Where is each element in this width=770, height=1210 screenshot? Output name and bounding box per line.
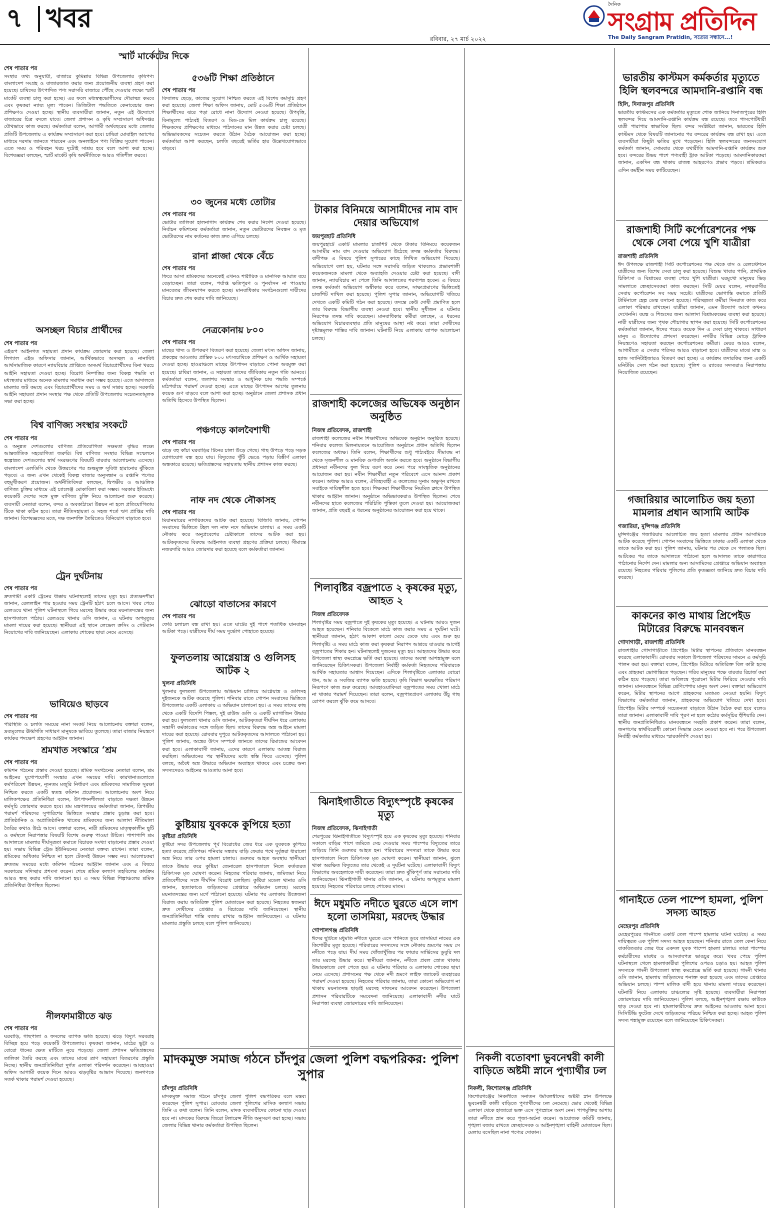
headline-rajshahi-city: রাজশাহী সিটি কর্পোরেশনের পক্ষ থেকে সেবা পেয়ে খুশি যাত্রীরা <box>626 225 756 249</box>
byline-shiksha: শেষ পাতার পর <box>162 88 196 94</box>
byline-kushtia: কুষ্টিয়া প্রতিনিধি <box>162 834 197 840</box>
headline-jhoro: ঝোড়ো বাতাসের কারণে <box>189 600 277 610</box>
body-taka: জয়পুরহাটে একটি মামলার চার্জশিট থেকে টাকার বিনিময়ে কয়েকজন আসামীর নাম বাদ দেওয়ার অভিযোগ উঠেছে তদন্ত কর্মকর্তার বিরুদ্ধে। বাদীপক্ষ এ বিষয়ে পুলিশ সুপারের কাছে লিখিত অভিযোগ দিয়েছে। অভিযোগে বলা হয়, ঘটনার সঙ্গে সরাসরি জড়িত থাকলেও প্রভাবশালী কয়েকজনকে মামলা থেকে অব্যাহতি দেওয়ার চেষ্টা করা হয়েছে। বাদী জানান, ন্যায়বিচার না পেলে তিনি আদালতের শরণাপন্ন হবেন। এ বিষয়ে তদন্ত কর্মকর্তা অভিযোগ অস্বীকার করে বলেন, সাক্ষ্যপ্রমাণের ভিত্তিতেই চার্জশিট দাখিল করা হয়েছে। পুলিশ সুপার জানান, অভিযোগটি খতিয়ে দেখতে একটি কমিটি গঠন করা হয়েছে। তদন্তে কেউ দোষী প্রমাণিত হলে তার বিরুদ্ধে বিভাগীয় ব্যবস্থা নেওয়া হবে। স্থানীয় সুধীজন এ ঘটনার নিরপেক্ষ তদন্ত দাবি করেছেন। মানবাধিকার কর্মীরা বলছেন, এ ধরনের অভিযোগ বিচারব্যবস্থার প্রতি মানুষের আস্থা নষ্ট করে। তারা দোষীদের দৃষ্টান্তমূলক শাস্তির দাবি জানান। ঘটনাটি নিয়ে এলাকায় ব্যাপক আলোচনা চলছে। <box>312 242 460 342</box>
byline-gazaria: গজারিয়া, মুন্সিগঞ্জ প্রতিনিধি <box>618 524 681 530</box>
body-eid: ঈদের ছুটিতে মধুমতি নদীতে ঘুরতে এসে পানিতে ডুবে তাসমিয়া নামের এক কিশোরীর মৃত্যু হয়েছে। পরিবারের সদস্যদের সঙ্গে নৌকায় ভ্রমণের সময় সে নদীতে পড়ে যায়। দীর্ঘ সময় খোঁজাখুঁজির পর ফায়ার সার্ভিসের ডুবুরি দল তার মরদেহ উদ্ধার করে। স্থানীয়রা জানান, নদীতে প্রবল স্রোত থাকায় উদ্ধারকাজে বেগ পেতে হয়। এ ঘটনায় পরিবার ও এলাকায় শোকের ছায়া নেমে এসেছে। প্রশাসনের পক্ষ থেকে নদী ভ্রমণে লাইফ জ্যাকেট ব্যবহারের পরামর্শ দেওয়া হয়েছে। নিহতের পরিবার জানায়, তারা কোনো অভিযোগ না থাকায় ময়নাতদন্ত ছাড়াই মরদেহ দাফনের আবেদন করেছেন। উপজেলা প্রশাসন পরিবারটিকে সমবেদনা জানিয়েছে। এলাকাবাসী নদীর ঘাটে নিরাপত্তা ব্যবস্থা জোরদারের দাবি জানিয়েছেন। <box>312 936 460 1007</box>
byline-rajshahi-city: রাজশাহী প্রতিনিধি <box>618 254 659 260</box>
body-madok: মাদকমুক্ত সমাজ গঠনে চাঁদপুর জেলা পুলিশ বদ্ধপরিকর বলে মন্তব্য করেছেন পুলিশ সুপার। রোববার জেলা পুলিশের মাসিক কল্যাণ সভায় তিনি এ কথা বলেন। তিনি বলেন, মাদক ব্যবসায়ীদের কোনো ছাড় দেওয়া হবে না। মাদকের বিরুদ্ধে জিরো টলারেন্স নীতি অনুসরণ করা হচ্ছে। সভায় জেলার বিভিন্ন থানার কর্মকর্তারা উপস্থিত ছিলেন। <box>162 1094 306 1129</box>
body-shiksha: বিদ্যালয় ছেড়ে, কাজের সুযোগ নিশ্চিত করতে এই বিশেষ কর্মসূচি গ্রহণ করা হয়েছে। জেলা শিক্ষা অফিস জানায়, মোট ৫৩৬টি শিক্ষা প্রতিষ্ঠানে শিক্ষার্থীদের ঝরে পড়া রোধে নানা উদ্যোগ নেওয়া হয়েছে। উপবৃত্তি, বিনামূল্যে পাঠ্যবই বিতরণ ও মিড-ডে মিল কার্যক্রম চালু রয়েছে। শিক্ষকদের প্রশিক্ষণের মাধ্যমে পাঠদানের মান উন্নত করার চেষ্টা চলছে। অভিভাবকদের সচেতন করতে উঠান বৈঠক আয়োজন করা হচ্ছে। কর্মকর্তারা আশা করছেন, চলতি বছরেই ভর্তির হার উল্লেখযোগ্যভাবে বাড়বে। <box>162 96 306 153</box>
logo-tagline: দৈনিক <box>608 2 621 8</box>
body-kushtia: কুষ্টিয়া সদর উপজেলায় পূর্ব বিরোধের জের ধরে এক যুবককে কুপিয়ে হত্যা করেছে প্রতিপক্ষ। শনিবার সন্ধ্যায় বাড়ি ফেরার পথে দুর্বৃত্তরা ধারালো অস্ত্র নিয়ে তার ওপর হামলা চালায়। গুরুতর আহত অবস্থায় স্থানীয়রা তাকে উদ্ধার করে কুষ্টিয়া জেনারেল হাসপাতালে নিলে কর্তব্যরত চিকিৎসক মৃত ঘোষণা করেন। নিহতের পরিবার জানায়, জমিজমা নিয়ে প্রতিবেশীদের সঙ্গে দীর্ঘদিন বিরোধ চলছিল। কুষ্টিয়া মডেল থানার ওসি জানান, হত্যাকাণ্ডে জড়িতদের গ্রেপ্তারে অভিযান চলছে। মরদেহ ময়নাতদন্তের জন্য মর্গে পাঠানো হয়েছে। ঘটনার পর এলাকায় উত্তেজনা বিরাজ করায় অতিরিক্ত পুলিশ মোতায়েন করা হয়েছে। নিহতের স্বজনরা দ্রুত দোষীদের গ্রেপ্তার ও বিচারের দাবি জানিয়েছেন। স্থানীয় জনপ্রতিনিধিরা শান্তি বজায় রাখার আহ্বান জানিয়েছেন। এ ঘটনায় মামলার প্রস্তুতি চলছে বলে পুলিশ জানিয়েছে। <box>162 842 306 928</box>
body-nilphamari: ঘরবাড়ি, গাছপালা ও ফসলের ব্যাপক ক্ষতি হয়েছে। ঝড়ে বিদ্যুৎ সরবরাহ বিচ্ছিন্ন হয়ে পড়ে কয়েকটি উপজেলায়। কৃষকরা জানান, মাঠের ভুট্টা ও বোরো ধানের ক্ষেত মাটিতে নুয়ে পড়েছে। জেলা প্রশাসন ক্ষতিগ্রস্তদের তালিকা তৈরি করছে এবং তাদের মাঝে ত্রাণ সহায়তা বিতরণের প্রস্তুতি নিচ্ছে। স্থানীয় জনপ্রতিনিধিরা দুর্গত এলাকা পরিদর্শন করেছেন। আবহাওয়া অফিস আগামী কয়েক দিনে আরও ঝড়বৃষ্টির আভাস দিয়েছে। জনগণকে সতর্ক থাকার পরামর্শ দেওয়া হয়েছে। <box>4 1034 154 1084</box>
headline-nilphamari: নীলফামারীতে ঝড় <box>46 1012 112 1022</box>
byline-train: শেষ পাতার পর <box>4 586 38 592</box>
body-rana: ফিরে আসা শ্রমিকদের অনেকেই এখনও শারীরিক ও মানসিক আঘাত বয়ে বেড়াচ্ছেন। তারা বলেন, পর্যাপ্ত ক্ষতিপূরণ ও পুনর্বাসন না পাওয়ায় মানবেতর জীবনযাপন করতে হচ্ছে। মানবাধিকার সংগঠনগুলো দায়ীদের বিচার দ্রুত শেষ করার দাবি জানিয়েছে। <box>162 274 306 302</box>
masthead-logo <box>576 2 764 42</box>
section-rule <box>160 1048 462 1049</box>
headline-shiksha: ৫৩৬টি শিক্ষা প্রতিষ্ঠানে <box>191 74 275 84</box>
body-bhabiye: পরিস্থিতি ও চলতি সময়ের নানা সংকট নিয়ে আলোচনায় বক্তারা বলেন, দ্রব্যমূল্যের ঊর্ধ্বগতি সাধারণ মানুষকে ভাবিয়ে তুলেছে। তারা বাজার নিয়ন্ত্রণে কার্যকর পদক্ষেপ গ্রহণের আহ্বান জানান। <box>4 722 154 743</box>
section-rule <box>616 220 768 221</box>
byline-smart: শেষ পাতার পর <box>4 66 38 72</box>
body-rajshahi-college: রাজশাহী কলেজের নবীন শিক্ষার্থীদের অভিষেক অনুষ্ঠান অনুষ্ঠিত হয়েছে। শনিবার কলেজ মিলনায়তনে আয়োজিত অনুষ্ঠানে প্রধান অতিথি ছিলেন কলেজের অধ্যক্ষ। তিনি বলেন, শিক্ষার্থীদের শুধু পাঠ্যবইয়ে সীমাবদ্ধ না থেকে সৃজনশীল ও মানবিক গুণাবলি অর্জন করতে হবে। অনুষ্ঠানে বিভাগীয় প্রধানরা নবীনদের ফুল দিয়ে বরণ করে নেন। পরে সাংস্কৃতিক অনুষ্ঠানের আয়োজন করা হয়। নবীন শিক্ষার্থীরা নতুন পরিবেশে এসে আনন্দ প্রকাশ করেন। অধ্যক্ষ আরও বলেন, ঐতিহ্যবাহী এ কলেজের সুনাম অক্ষুণ্ন রাখতে সবাইকে দায়িত্বশীল হতে হবে। শিক্ষকরা শিক্ষার্থীদের নিয়মিত ক্লাসে উপস্থিত থাকার আহ্বান জানান। অনুষ্ঠানে অভিভাবকরাও উপস্থিত ছিলেন। শেষে নবীনদের হাতে কলেজের পরিচিতি পুস্তিকা তুলে দেওয়া হয়। আয়োজকরা জানান, প্রতি বছরই এ ধরনের অনুষ্ঠানের আয়োজন করা হয়ে থাকে। <box>312 436 460 515</box>
headline-ganatantri: গানাইতে তেল পাম্পে হামলা, পুলিশ সদস্য আহত <box>619 895 763 919</box>
headline-train: ট্রেন দুর্ঘটনায় <box>55 572 103 582</box>
section-rule <box>616 606 768 607</box>
section-rule <box>310 200 462 201</box>
headline-madok: মাদকমুক্ত সমাজ গঠনে চাঁদপুর জেলা পুলিশ বদ্ধপরিকর: পুলিশ সুপার <box>163 1052 459 1081</box>
body-madok-cont <box>312 1094 460 1204</box>
byline-kakon: গোদাগাড়ী, রাজশাহী প্রতিনিধি <box>618 640 685 646</box>
body-june: ভোটার তালিকা হালনাগাদ কার্যক্রম শেষ করার নির্দেশ দেওয়া হয়েছে। নির্বাচন কমিশনের কর্মকর্তারা জানান, নতুন ভোটারদের নিবন্ধন ও মৃত ভোটারদের নাম কর্তনের কাজ দ্রুত এগিয়ে চলছে। <box>162 220 306 241</box>
headline-panchagarh: পঞ্চগড়ে কালবৈশাখী <box>196 426 270 436</box>
byline-nilphamari: শেষ পাতার পর <box>4 1026 38 1032</box>
page-number: ৭ <box>6 4 23 34</box>
body-bichar: এইরূপ আইনগত সহায়তা প্রদান কার্যক্রম জোরদার করা হয়েছে। জেলা লিগ্যাল এইড অফিসার জানান, আর্থিকভাবে অসচ্ছল ও নানাবিধ আর্থসামাজিক কারণে ন্যায়বিচার প্রাপ্তিতে অসমর্থ বিচারপ্রার্থীদের বিনা খরচে আইনি সহায়তা দেওয়া হচ্ছে। বিরোধ নিষ্পত্তির জন্য বিকল্প পদ্ধতি বা মধ্যস্থতার মাধ্যমে অনেক মামলার সমাধান করা সম্ভব হয়েছে। এতে আদালতে মামলার জট কমছে এবং বিচারপ্রার্থীদের সময় ও অর্থ সাশ্রয় হচ্ছে। সরকারি আইনি সহায়তা প্রদান সংস্থার পক্ষ থেকে প্রতিটি উপজেলায় সচেতনতামূলক সভা করা হচ্ছে। <box>4 349 154 406</box>
column-rule <box>464 48 465 1208</box>
headline-june: ৩০ জুনের মধ্যে তোটার <box>190 198 276 208</box>
byline-netrakona: শেষ পাতার পর <box>162 340 196 346</box>
byline-banijya: শেষ পাতার পর <box>4 436 38 442</box>
byline-taka: জয়পুরহাট প্রতিনিধি <box>312 234 356 240</box>
section-rule <box>310 792 462 793</box>
byline-nauka: শেষ পাতার পর <box>162 510 196 516</box>
byline-jhinaigati: নিজস্ব প্রতিবেদক, ঝিনাইগাতী <box>312 826 378 832</box>
section-rule <box>466 1046 614 1047</box>
logo-subtitle: The Daily Sangram Pratidin, সত্যের সন্ধানে...! <box>608 35 733 42</box>
byline-rajshahi-college: নিজস্ব প্রতিবেদক, রাজশাহী <box>312 428 372 434</box>
byline-shilabrishti: নিজস্ব প্রতিবেদক <box>312 612 349 618</box>
byline-rana: শেষ পাতার পর <box>162 266 196 272</box>
body-panchagarh: ঝড়ে বহু কাঁচা ঘরবাড়ির টিনের চালা উড়ে গেছে। গাছ উপড়ে পড়ে সড়ক যোগাযোগ বন্ধ হয়ে যায়। বিদ্যুতের খুঁটি ভেঙে পড়ায় বিস্তীর্ণ এলাকা অন্ধকারে রয়েছে। ক্ষতিগ্রস্তদের সহায়তায় স্থানীয় প্রশাসন কাজ করছে। <box>162 448 306 469</box>
headline-netrakona: নেত্রকোনায় ৮০০ <box>201 326 265 336</box>
column-rule <box>308 48 309 1208</box>
body-gazaria: মুন্সিগঞ্জের গজারিয়ার আলোচিত জয় হত্যা মামলার প্রধান আসামিকে আটক করেছে পুলিশ। গোপন সংবাদের ভিত্তিতে ঢাকার একটি এলাকা থেকে তাকে আটক করা হয়। পুলিশ জানায়, ঘটনার পর থেকে সে পলাতক ছিল। আটকের পর তাকে আদালতে পাঠানো হলে আদালত তাকে কারাগারে পাঠানোর নির্দেশ দেন। মামলার অন্য আসামিদের গ্রেপ্তারে অভিযান অব্যাহত রয়েছে। নিহতের পরিবার পুলিশের প্রতি কৃতজ্ঞতা জানিয়ে দ্রুত বিচার দাবি করেছে। <box>618 532 766 582</box>
headline-kakon: কাকনের কাণ্ড মাথায় প্রিপেইড মিটারের বিরুদ্ধে মানববন্ধন <box>631 611 751 635</box>
body-taka-cont <box>468 52 612 202</box>
headline-shilabrishti: শিলাবৃষ্টির বজ্রপাতে ২ কৃষকের মৃত্যু, আহত ২ <box>314 583 458 607</box>
body-jhoro: ফেরি চলাচল বন্ধ রাখা হয়। এতে ঘাটের দুই পাশে শতাধিক যানবাহন আটকা পড়ে। যাত্রীদের দীর্ঘ সময় দুর্ভোগ পোহাতে হয়েছে। <box>162 622 306 636</box>
headline-nikli: নিকলী বতোবশা ভুবনেশ্বরী কালী বাড়িতে অষ্টমী স্নানে পুণ্যার্থীর ঢল <box>473 1053 607 1077</box>
byline-ganatantri: মেহেরপুর প্রতিনিধি <box>618 924 660 930</box>
byline-bhabiye: শেষ পাতার পর <box>4 714 38 720</box>
byline-june: শেষ পাতার পর <box>162 212 196 218</box>
byline-jhoro: শেষ পাতার পর <box>162 614 196 620</box>
body-rajshahi-city: ঈদ উপলক্ষে রাজশাহী সিটি কর্পোরেশনের পক্ষ থেকে বাস ও রেলস্টেশনে যাত্রীদের জন্য বিশেষ সেবা চালু করা হয়েছে। বিশুদ্ধ খাবার পানি, প্রাথমিক চিকিৎসা ও বিশ্রামের ব্যবস্থা পেয়ে খুশি যাত্রীরা। ঘরমুখো মানুষের ভিড় সামলাতে স্বেচ্ছাসেবকরা কাজ করছেন। সিটি মেয়র বলেন, নগরবাসীর সেবায় কর্পোরেশন সব সময় সচেষ্ট। যাত্রীদের ভোগান্তি কমাতে প্রতিটি টার্মিনালে হেল্প ডেস্ক বসানো হয়েছে। পরিচ্ছন্নতা কর্মীরা দিনরাত কাজ করে এলাকা পরিষ্কার রাখছেন। যাত্রীরা জানান, এমন উদ্যোগ আগে কখনও দেখেননি। বয়স্ক ও শিশুদের জন্য আলাদা বিশ্রামকক্ষের ব্যবস্থা করা হয়েছে। নারী যাত্রীদের জন্য পৃথক শৌচাগার স্থাপন করা হয়েছে। সিটি কর্পোরেশনের কর্মকর্তারা জানান, ঈদের পরেও কয়েক দিন এ সেবা চালু থাকবে। সাধারণ মানুষ এ উদ্যোগের প্রশংসা করেছেন। নগরীর বিভিন্ন মোড়ে ট্রাফিক নিয়ন্ত্রণেও সহায়তা করছেন কর্পোরেশনের কর্মীরা। মেয়র আরও বলেন, আগামীতে এ সেবার পরিসর আরও বাড়ানো হবে। যাত্রীদের মাঝে মাস্ক ও হ্যান্ড স্যানিটাইজারও বিতরণ করা হচ্ছে। এ কার্যক্রম তদারকির জন্য একটি মনিটরিং সেল গঠন করা হয়েছে। পুলিশ ও র‍্যাবের সদস্যরাও নিরাপত্তায় নিয়োজিত রয়েছেন। <box>618 262 766 377</box>
body-nauka: মিয়ানমারের নাগরিকদের আটক করা হয়েছে। বিজিবি জানায়, গোপন সংবাদের ভিত্তিতে টহল দল নাফ নদে অভিযান চালায়। এ সময় একটি নৌকায় করে অনুপ্রবেশের চেষ্টাকালে তাদের আটক করা হয়। আটককৃতদের বিরুদ্ধে আইনগত ব্যবস্থা গ্রহণের প্রক্রিয়া চলছে। সীমান্তে নজরদারি আরও জোরদার করা হয়েছে বলে কর্মকর্তারা জানান। <box>162 518 306 553</box>
body-smart: সংস্থার তথ্য অনুযায়ী, বাজারে কুমিল্লার বিভিন্ন উপজেলার কৃষিপণ্য বাংলাদেশ সংগ্রহ ও বাজারজাত করার জন্য প্রয়োজনীয় ব্যবস্থা গ্রহণ করা হয়েছে। চাষিদের উৎপাদিত পণ্য সরাসরি বাজারে পৌঁছে দেওয়ার লক্ষ্যে স্মার্ট মার্কেট ব্যবস্থা চালু করা হচ্ছে। এর ফলে মধ্যস্বত্বভোগীদের দৌরাত্ম্য কমবে এবং কৃষকরা ন্যায্য মূল্য পাবেন। ডিজিটাল পদ্ধতিতে কেনাবেচার জন্য প্রশিক্ষণও দেওয়া হচ্ছে। স্থানীয় ব্যবসায়ীরা জানান, নতুন এই উদ্যোগে বাজারের চিত্র বদলে যাবে। জেলা প্রশাসন ও কৃষি সম্প্রসারণ অধিদপ্তর যৌথভাবে কাজ করছে। কর্মকর্তারা বলেন, আগামী অর্থবছরের মধ্যে জেলার প্রতিটি উপজেলায় এ কার্যক্রম সম্প্রসারণ করা হবে। চাষিরা মোবাইল অ্যাপের মাধ্যমে দরদাম জানতে পারবেন এবং অনলাইনে পণ্য বিক্রির সুযোগ পাবেন। এতে সময় ও পরিবহন খরচ দুটোই সাশ্রয় হবে বলে আশা করা হচ্ছে। বিশেষজ্ঞরা বলছেন, স্মার্ট মার্কেট কৃষি অর্থনীতিকে আরও গতিশীল করবে। <box>4 74 154 160</box>
body-fultola: খুলনার ফুলতলা উপজেলায় অভিযান চালিয়ে আগ্নেয়াস্ত্র ও গুলিসহ দুইজনকে আটক করেছে পুলিশ। শনিবার রাতে গোপন সংবাদের ভিত্তিতে উপজেলার একটি এলাকায় এ অভিযান চালানো হয়। এ সময় তাদের কাছ থেকে একটি বিদেশি পিস্তল, দুই রাউন্ড গুলি ও একটি ম্যাগাজিন উদ্ধার করা হয়। ফুলতলা থানার ওসি জানান, আটককৃতরা দীর্ঘদিন ধরে এলাকায় সন্ত্রাসী কর্মকাণ্ডের সঙ্গে জড়িত ছিল। তাদের বিরুদ্ধে অস্ত্র আইনে মামলা দায়ের করা হয়েছে। রোববার দুপুরে আটককৃতদের আদালতে পাঠানো হয়। পুলিশ জানায়, অস্ত্রের উৎস সম্পর্কে জানতে তাদের রিমান্ডের আবেদন করা হবে। এলাকাবাসী জানায়, এদের কারণে এলাকায় আতঙ্ক বিরাজ করছিল। অভিযানের পর স্থানীয়দের মধ্যে স্বস্তি ফিরে এসেছে। পুলিশ বলছে, অবৈধ অস্ত্র উদ্ধারে অভিযান অব্যাহত থাকবে এবং চক্রের অন্য সদস্যদেরও আইনের আওতায় আনা হবে। <box>162 689 306 775</box>
body-train: দ্রুতগামী একটি ট্রেনের ধাক্কায় ঘটনাস্থলেই তাদের মৃত্যু হয়। প্রত্যক্ষদর্শীরা জানান, রেললাইন পার হওয়ার সময় ট্রেনটি হঠাৎ চলে আসে। খবর পেয়ে রেলওয়ে থানা পুলিশ ঘটনাস্থলে গিয়ে মরদেহ উদ্ধার করে ময়নাতদন্তের জন্য হাসপাতালে পাঠায়। রেলওয়ে থানার ওসি জানান, এ ঘটনায় অপমৃত্যুর মামলা দায়ের করা হয়েছে। স্থানীয়রা এই স্থানে লেভেল ক্রসিং ও গেটম্যান নিয়োগের দাবি জানিয়েছেন। এলাকায় শোকের ছায়া নেমে এসেছে। <box>4 594 154 637</box>
body-netrakona: মাছের খাদ্য ও উপকরণ বিতরণ করা হয়েছে। জেলা মৎস্য অফিস জানায়, প্রকল্পের আওতায় প্রান্তিক ৮০০ মৎস্যচাষিকে প্রশিক্ষণ ও আর্থিক সহায়তা দেওয়া হচ্ছে। হাওরাঞ্চলে মাছের উৎপাদন বাড়াতে পোনা অবমুক্ত করা হয়েছে। চাষিরা জানান, এ সহায়তা তাদের জীবিকায় নতুন গতি আনবে। কর্মকর্তারা বলেন, জলাশয় সংস্কার ও আধুনিক চাষ পদ্ধতি সম্পর্কে মাঠপর্যায়ে পরামর্শ দেওয়া হচ্ছে। এতে মাছের উৎপাদন আগের তুলনায় কয়েক গুণ বাড়বে বলে আশা করা হচ্ছে। অনুষ্ঠানে জেলা প্রশাসক প্রধান অতিথি হিসেবে উপস্থিত ছিলেন। <box>162 348 306 405</box>
byline-bichar: শেষ পাতার পর <box>4 341 38 347</box>
body-kakon: রাজশাহীর গোদাগাড়ীতে প্রিপেইড মিটার স্থাপনের প্রতিবাদে মানববন্ধন করেছে এলাকাবাসী। রোববার সকালে উপজেলা পরিষদের সামনে এ কর্মসূচি পালন করা হয়। বক্তারা বলেন, প্রিপেইড মিটারে অতিরিক্ত বিল কাটা হচ্ছে এবং গ্রাহকরা ভোগান্তিতে পড়ছেন। গরিব মানুষের পক্ষে বারবার রিচার্জ করা কঠিন হয়ে পড়েছে। তারা অবিলম্বে পুরোনো মিটার ফিরিয়ে দেওয়ার দাবি জানান। মানববন্ধনে বিভিন্ন শ্রেণিপেশার মানুষ অংশ নেন। বক্তারা অভিযোগ করেন, মিটার স্থাপনের আগে গ্রাহকদের মতামত নেওয়া হয়নি। বিদ্যুৎ বিভাগের কর্মকর্তারা জানান, গ্রাহকদের অভিযোগ খতিয়ে দেখা হবে। প্রিপেইড মিটার সম্পর্কে সচেতনতা বাড়াতে উঠান বৈঠক করা হবে বলেও তারা জানান। এলাকাবাসী দাবি পূরণ না হলে কঠোর কর্মসূচির হুঁশিয়ারি দেন। স্থানীয় জনপ্রতিনিধিরাও মানববন্ধনে সংহতি প্রকাশ করেন। তারা বলেন, জনগণের স্বার্থবিরোধী কোনো সিদ্ধান্ত মেনে নেওয়া হবে না। পরে উপজেলা নির্বাহী কর্মকর্তার মাধ্যমে স্মারকলিপি দেওয়া হয়। <box>618 648 766 741</box>
issue-date: রবিবার, ২৭ মার্চ ২০২২ <box>430 36 487 43</box>
byline-panchagarh: শেষ পাতার পর <box>162 440 196 446</box>
logo-name: সংগ্রাম প্রতিদিন <box>608 7 756 37</box>
body-ganatantri: মেহেরপুরের গাংনীতে একটি তেল পাম্পে হামলার ঘটনা ঘটেছে। এ সময় দায়িত্বরত এক পুলিশ সদস্য আহত হয়েছেন। শনিবার রাতে তেল কেনা নিয়ে বাকবিতণ্ডার জের ধরে একদল যুবক পাম্পে হামলা চালায়। তারা পাম্পের কর্মচারীদের মারধর ও আসবাবপত্র ভাঙচুর করে। খবর পেয়ে পুলিশ ঘটনাস্থলে গেলে হামলাকারীরা পুলিশের ওপরও চড়াও হয়। আহত পুলিশ সদস্যকে গাংনী উপজেলা স্বাস্থ্য কমপ্লেক্সে ভর্তি করা হয়েছে। গাংনী থানার ওসি জানান, হামলায় জড়িতদের শনাক্ত করা হয়েছে এবং তাদের গ্রেপ্তারে অভিযান চলছে। পাম্প মালিক বাদী হয়ে থানায় মামলা দায়ের করেছেন। ঘটনাটি নিয়ে এলাকায় চাঞ্চল্যের সৃষ্টি হয়েছে। ব্যবসায়ীরা নিরাপত্তা জোরদারের দাবি জানিয়েছেন। পুলিশ বলছে, আইনশৃঙ্খলা রক্ষায় কাউকে ছাড় দেওয়া হবে না। হামলাকারীদের দ্রুত আইনের আওতায় আনা হবে। সিসিটিভি ফুটেজ দেখে জড়িতদের পরিচয় নিশ্চিত করা হচ্ছে। আহত পুলিশ সদস্য শঙ্কামুক্ত রয়েছেন বলে জানিয়েছেন চিকিৎসকরা। <box>618 932 766 1025</box>
headline-gazaria: গজারিয়ার আলোচিত জয় হত্যা মামলার প্রধান আসামি আটক <box>627 495 755 519</box>
column-rule <box>158 48 159 1208</box>
section-rule <box>616 490 768 491</box>
headline-kushtia: কুষ্টিয়ায় যুবককে কুপিয়ে হত্যা <box>175 820 291 831</box>
section-rule <box>310 1046 462 1047</box>
section-name: খবর <box>46 4 92 34</box>
headline-rana: রানা প্লাজা থেকে বেঁচে <box>192 252 274 262</box>
headline-bharatiya: ভারতীয় কাস্টমস কর্মকর্তার মৃত্যুতে হিলি স্থলবন্দরে আমদানি-রপ্তানি বন্ধ <box>619 73 763 97</box>
byline-shram: শেষ পাতার পর <box>4 760 38 766</box>
body-bharatiya: ভারতীয় কাস্টমসের এক কর্মকর্তার মৃত্যুতে শোক জানিয়ে দিনাজপুরের হিলি স্থলবন্দর দিয়ে আমদানি-রপ্তানি কার্যক্রম বন্ধ রয়েছে। তবে পাসপোর্টধারী যাত্রী পারাপার স্বাভাবিক ছিল। বন্দর সংশ্লিষ্টরা জানান, ভারতের হিলি কাস্টমস থেকে বিষয়টি জানানোর পর বন্দরের কার্যক্রম বন্ধ রাখা হয়। এতে ব্যবসায়ীরা কিছুটা ক্ষতির মুখে পড়েছেন। হিলি স্থলবন্দরের জনসংযোগ কর্মকর্তা জানান, সোমবার থেকে যথারীতি আমদানি-রপ্তানি কার্যক্রম শুরু হবে। বন্দরের উভয় পাশে পণ্যবাহী ট্রাক আটকা পড়েছে। আমদানিকারকরা জানান, একদিন বন্ধ থাকায় রাজস্ব আহরণেও প্রভাব পড়বে। শ্রমিকরাও এদিন কর্মহীন সময় কাটিয়েছেন। <box>618 110 766 174</box>
headline-eid: ঈদে মধুমতি নদীতে ঘুরতে এসে লাশ হলো তাসমিয়া, মরদেহ উদ্ধার <box>314 899 458 923</box>
section-rule <box>310 578 462 579</box>
byline-nikli: নিকলী, কিশোরগঞ্জ প্রতিনিধি <box>468 1086 532 1092</box>
headline-shram: শ্রমখাত সংস্কারে ‘শ্রম <box>41 746 117 756</box>
body-shilabrishti: শিলাবৃষ্টির সময় বজ্রপাতে দুই কৃষকের মৃত্যু হয়েছে। এ ঘটনায় আরও দুজন আহত হয়েছেন। শনিবার বিকেলে মাঠে কাজ করার সময় এ দুর্ঘটনা ঘটে। স্থানীয়রা জানান, হঠাৎ আকাশ কালো মেঘে ঢেকে যায় এবং শুরু হয় শিলাবৃষ্টি। এ সময় মাঠে কাজ করা কৃষকরা নিরাপদ আশ্রয়ে যাওয়ার আগেই বজ্রপাতের শিকার হন। ঘটনাস্থলেই দুজনের মৃত্যু হয়। আহতদের উদ্ধার করে উপজেলা স্বাস্থ্য কমপ্লেক্সে ভর্তি করা হয়েছে। তাদের অবস্থা আশঙ্কামুক্ত বলে জানিয়েছেন চিকিৎসকরা। উপজেলা নির্বাহী কর্মকর্তা নিহতদের পরিবারকে আর্থিক সহায়তার আশ্বাস দিয়েছেন। এদিকে শিলাবৃষ্টিতে এলাকার বোরো ধান, আম ও সবজির ব্যাপক ক্ষতি হয়েছে। কৃষি বিভাগ ক্ষয়ক্ষতির পরিমাণ নিরূপণে কাজ শুরু করেছে। আবহাওয়াবিদরা বজ্রপাতের সময় খোলা মাঠে না থাকার পরামর্শ দিয়েছেন। তারা বলেন, বজ্রপাতপ্রবণ এলাকায় উঁচু গাছ রোপণ করলে ঝুঁকি কমে আসবে। <box>312 620 460 706</box>
headline-smart: স্মার্ট মার্কেটের দিকে <box>118 52 190 62</box>
headline-bichar: অসচ্ছল বিচার প্রার্থীদের <box>35 326 123 336</box>
header-divider <box>38 6 40 32</box>
byline-eid: গোপালগঞ্জ প্রতিনিধি <box>312 928 359 934</box>
headline-taka: টাকার বিনিময়ে আসামীদের নাম বাদ দেয়ার অভিযোগ <box>314 205 458 229</box>
headline-bhabiye: ভাবিয়েও ছাড়বে <box>49 700 109 710</box>
byline-bharatiya: হিলি, দিনাজপুর প্রতিনিধি <box>618 102 675 108</box>
body-banijya: ও অনুন্নত দেশগুলোর বাণিজ্য প্রতিযোগিতা সক্ষমতা বৃদ্ধির লক্ষ্যে আন্তর্জাতিক সহযোগিতা জরুরি। বিশ্ব বাণিজ্য সংস্থার বিভিন্ন সম্মেলনে স্বল্পোন্নত দেশগুলোর স্বার্থ সংরক্ষণের বিষয়টি বারবার আলোচনায় এসেছে। বাংলাদেশ এলডিসি থেকে উত্তরণের পর শুল্কমুক্ত সুবিধা হারানোর ঝুঁকিতে পড়বে। এ জন্য এখন থেকেই বিকল্প বাজার অনুসন্ধান ও রপ্তানি পণ্যের বহুমুখীকরণ প্রয়োজন। অর্থনীতিবিদরা বলছেন, দ্বিপক্ষীয় ও আঞ্চলিক বাণিজ্য চুক্তির মাধ্যমে এই চ্যালেঞ্জ মোকাবিলা করা সম্ভব। সরকার ইতিমধ্যে কয়েকটি দেশের সঙ্গে মুক্ত বাণিজ্য চুক্তি নিয়ে আলোচনা শুরু করেছে। ব্যবসায়ী নেতারা বলেন, বন্দর ও অবকাঠামো উন্নয়ন না হলে প্রতিযোগিতায় টিকে থাকা কঠিন হবে। তারা নীতিসহায়তা ও সহজ শর্তে ঋণ প্রাপ্তির দাবি জানান। বিশেষজ্ঞদের মতে, দক্ষ জনশক্তি তৈরিতেও বিনিয়োগ বাড়াতে হবে। <box>4 444 154 523</box>
body-jhinaigati: শেরপুরের ঝিনাইগাতীতে বিদ্যুৎস্পৃষ্ট হয়ে এক কৃষকের মৃত্যু হয়েছে। শনিবার সকালে বাড়ির পাশে জমিতে সেচ দেওয়ার সময় পাম্পের বিদ্যুতের তারে জড়িয়ে তিনি গুরুতর আহত হন। পরিবারের সদস্যরা তাকে উদ্ধার করে হাসপাতালে নিলে চিকিৎসক মৃত ঘোষণা করেন। স্থানীয়রা জানান, ঝুলে থাকা অরক্ষিত বিদ্যুতের তার থেকেই এ দুর্ঘটনা ঘটেছে। এলাকাবাসী বিদ্যুৎ বিভাগের অবহেলাকে দায়ী করেছেন। তারা দ্রুত ঝুঁকিপূর্ণ তার সরানোর দাবি জানিয়েছেন। ঝিনাইগাতী থানার ওসি জানান, এ ঘটনায় অপমৃত্যুর মামলা হয়েছে। নিহতের পরিবারে চলছে শোকের মাতম। <box>312 834 460 891</box>
body-nikli: কিশোরগঞ্জের নিকলীতে সনাতন ধর্মাবলম্বীদের অষ্টমী স্নান উপলক্ষে ভুবনেশ্বরী কালী বাড়িতে পুণ্যার্থীদের ঢল নেমেছে। ভোর থেকেই বিভিন্ন এলাকা থেকে হাজারো ভক্ত এসে পুণ্যস্নানে অংশ নেন। পাপমুক্তির আশায় তারা নদীতে স্নান করে পূজা-অর্চনা করেন। আয়োজক কমিটি জানায়, শৃঙ্খলা বজায় রাখতে স্বেচ্ছাসেবক ও আইনশৃঙ্খলা বাহিনী মোতায়েন ছিল। মেলায় বসেছিল নানা পণ্যের দোকান। <box>468 1094 612 1137</box>
body-shram: কমিশন গঠনের প্রস্তাব দেওয়া হয়েছে। শ্রমিক সংগঠনের নেতারা বলেন, শ্রম আইনের যুগোপযোগী সংস্কার এখন সময়ের দাবি। কারখানাগুলোতে কর্মপরিবেশ উন্নয়ন, ন্যূনতম মজুরি নির্ধারণ এবং শ্রমিকদের সামাজিক সুরক্ষা নিশ্চিত করতে একটি স্বতন্ত্র কমিশন প্রয়োজন। আলোচনায় অংশ নিয়ে মালিকপক্ষের প্রতিনিধিরা বলেন, উৎপাদনশীলতা বাড়াতে দক্ষতা উন্নয়ন কর্মসূচি জোরদার করতে হবে। শ্রম মন্ত্রণালয়ের কর্মকর্তারা জানান, ত্রিপক্ষীয় পরামর্শ পরিষদের সুপারিশের ভিত্তিতে সংস্কার প্রস্তাব চূড়ান্ত করা হবে। প্রাতিষ্ঠানিক ও অপ্রাতিষ্ঠানিক খাতের শ্রমিকদের জন্য আলাদা নীতিমালা তৈরির কথাও উঠে আসে। বক্তারা বলেন, নারী শ্রমিকদের মাতৃত্বকালীন ছুটি ও কর্মস্থলে নিরাপত্তার বিষয়টি বিশেষ গুরুত্ব পাওয়া উচিত। পাশাপাশি শ্রম আদালতে মামলার দীর্ঘসূত্রতা কমাতে বিচারক সংখ্যা বাড়ানোর প্রস্তাব দেওয়া হয়। সভায় বিভিন্ন ট্রেড ইউনিয়নের নেতারা বক্তব্য রাখেন। তারা বলেন, শ্রমিকের অধিকার নিশ্চিত না হলে টেকসই উন্নয়ন সম্ভব নয়। আলোচকরা দ্রুততম সময়ের মধ্যে কমিশন গঠনের আহ্বান জানান এবং এ বিষয়ে সরকারের সদিচ্ছার প্রশংসা করেন। শেষে শ্রমিক কল্যাণ তহবিলের কার্যক্রম আরও স্বচ্ছ করার দাবি জানানো হয়। এ সময় বিভিন্ন শিল্পাঞ্চলের শ্রমিক প্রতিনিধিরা উপস্থিত ছিলেন। <box>4 768 154 890</box>
column-rule <box>614 48 615 1208</box>
section-rule <box>616 890 768 891</box>
headline-jhinaigati: ঝিনাইগাতীতে বিদ্যুৎস্পৃষ্টে কৃষকের মৃত্যু <box>318 797 454 821</box>
header-rule <box>0 44 770 45</box>
section-rule <box>310 394 462 395</box>
headline-fultola: ফুলতলায় আগ্নেয়াস্ত্র ও গুলিসহ আটক ২ <box>170 653 296 677</box>
headline-banijya: বিশ্ব বাণিজ্য সংস্থার সংকটে <box>30 421 128 431</box>
byline-madok: চাঁদপুর প্রতিনিধি <box>162 1086 198 1092</box>
headline-rajshahi-college: রাজশাহী কলেজের অভিষেক অনুষ্ঠান অনুষ্ঠিত <box>312 399 460 423</box>
section-rule <box>310 894 462 895</box>
headline-nauka: নাফ নদ থেকে নৌকাসহ <box>190 496 276 506</box>
byline-fultola: খুলনা প্রতিনিধি <box>162 681 196 687</box>
